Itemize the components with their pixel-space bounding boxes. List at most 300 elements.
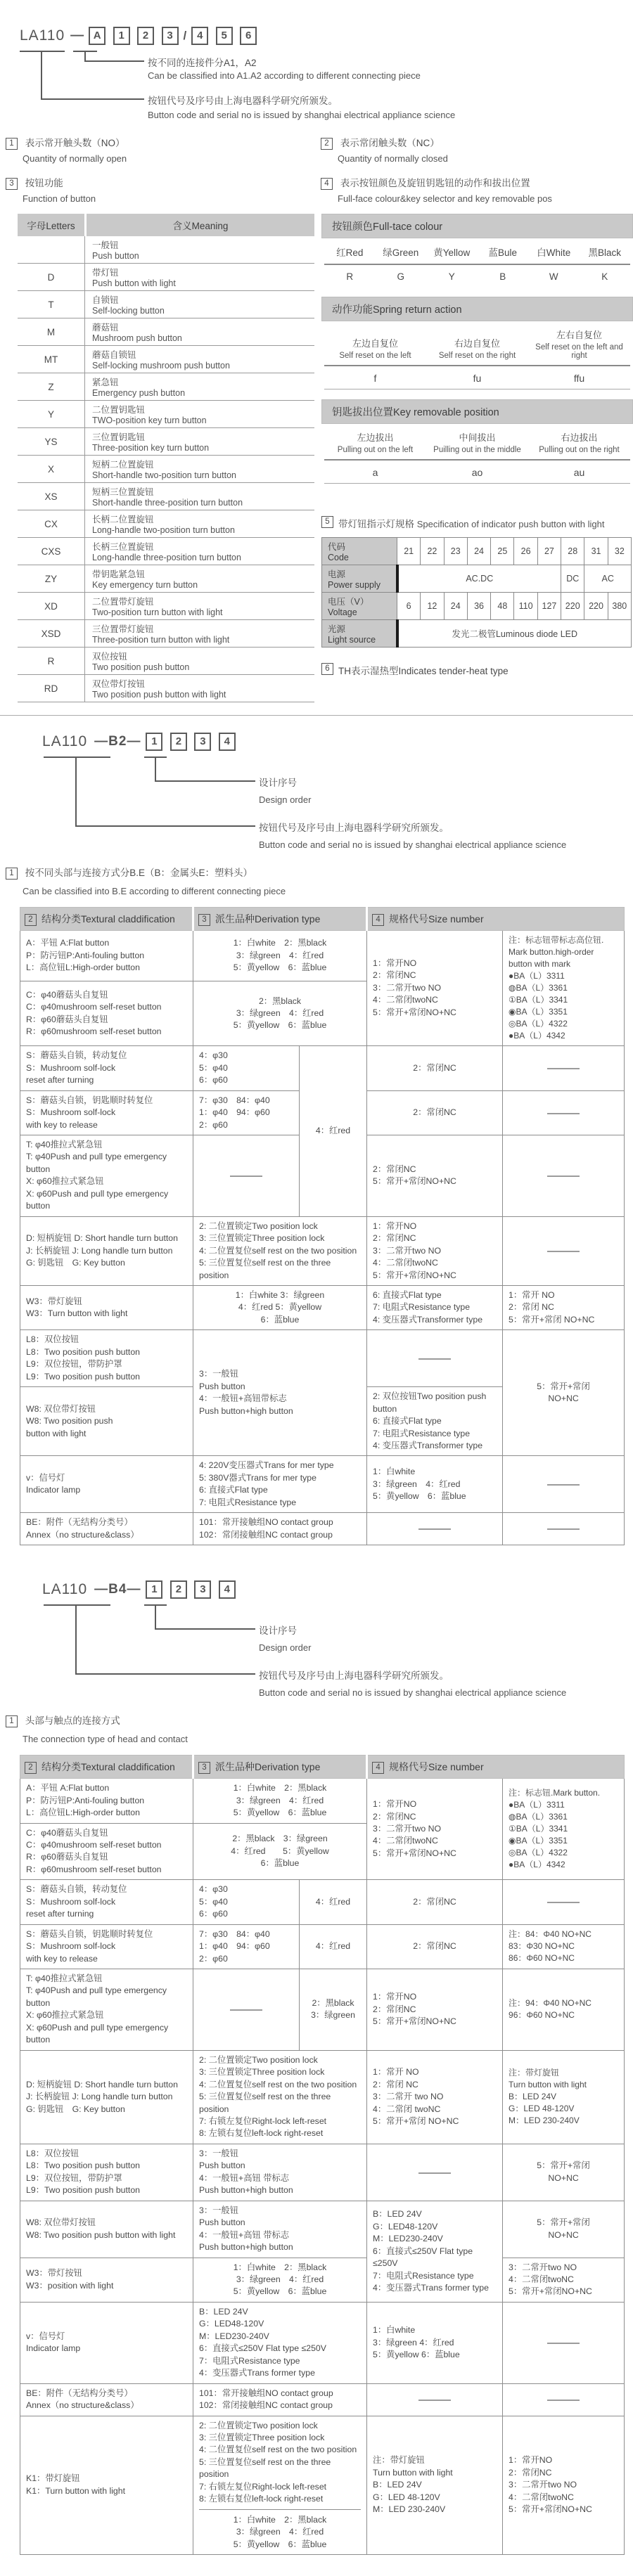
colour-cell: B: [499, 271, 506, 282]
table-row: [18, 593, 314, 620]
letter-code: [18, 236, 85, 263]
indicator-value-cell: 24: [467, 538, 490, 565]
table-row: [18, 565, 314, 593]
indicator-power-row: [322, 565, 632, 593]
indicator-value-cell: 127: [537, 593, 561, 620]
leader-drop-code: [155, 1604, 156, 1630]
colour-panel-title: 按钮颜色Full-tace colour: [321, 214, 633, 238]
table-row: [20, 2302, 625, 2383]
colour-cell: W: [549, 271, 558, 282]
indicator-value-cell: 23: [444, 538, 467, 565]
meaning-en: Push button with light: [92, 278, 176, 288]
leader-horizontal-prefix: [41, 98, 144, 100]
note-number-box: 2: [321, 138, 333, 150]
colour-cell: G: [397, 271, 404, 282]
numbered-notes: [6, 135, 633, 204]
panel-col-cn: 右边拔出: [561, 432, 598, 443]
structure-cell: v：信号灯 Indicator lamp: [20, 1456, 193, 1513]
letter-code: CX: [18, 510, 85, 537]
table-row: [18, 510, 314, 538]
divider-line: [324, 483, 630, 484]
header-derivation: 3 派生品种Derivation type: [193, 908, 367, 931]
panel-col-en: Puilling out in the middle: [433, 446, 521, 454]
note-cell: 注：94：Φ40 NO+NC 96：Φ60 NO+NC: [503, 1969, 625, 2051]
section-note-en: Can be classified into B.E according to different connecting piece: [23, 886, 286, 896]
leader-horizontal-prefix: [75, 1673, 255, 1675]
table-header-row: [20, 908, 625, 931]
structure-cell: D: 短柄旋钮 D: Short handle turn button J: 长柄旋钮 J: Long handle turn button G: 钥匙钮 G: Key button: [20, 1216, 193, 1285]
derivation-cell: 1：白white 2：黑black 3：绿green 4：红red 5：黄yellow 6：蓝blue: [193, 2258, 367, 2302]
derivation-cell: 2：黑black 3：绿green 4：红red 5：黄yellow 6：蓝blue: [193, 981, 367, 1046]
meaning-en: Three-position turn button with light: [92, 635, 230, 645]
colour-cell: R: [346, 271, 354, 282]
section-note: [6, 1713, 120, 1727]
indicator-value-cell: 31: [584, 538, 608, 565]
note-6: [321, 663, 633, 677]
code-box: 6: [240, 27, 257, 45]
model-code-diagram-3: [0, 1564, 633, 1755]
meaning-en: Two-position turn button with light: [92, 607, 223, 617]
dash-mark: [418, 1528, 451, 1530]
code-box: 4: [191, 27, 208, 45]
size-cell: 注：带灯旋钮 Turn button with light B：LED 24V G：LED 48-120V M：LED 230-240V: [367, 2416, 503, 2555]
size-cell: 2：常闭NC: [367, 1924, 503, 1969]
model-code-diagram-1: [0, 7, 633, 127]
note-cell: 注：84：Φ40 NO+NC 83：Φ30 NO+NC 86：Φ60 NO+NC: [503, 1924, 625, 1969]
meaning-cn: 带钥匙紧急钮: [92, 569, 146, 579]
section-note-cn: 头部与触点的连接方式: [25, 1715, 120, 1727]
annotation-design-en: Design order: [259, 794, 312, 805]
leader-drop-prefix: [75, 1604, 77, 1675]
table-row: [20, 2201, 625, 2258]
structure-cell: W3：带灯按钮 W3：position with light: [20, 2258, 193, 2302]
colour-cell: 黄Yellow: [433, 247, 471, 258]
indicator-value-cell: 22: [421, 538, 444, 565]
size-cell: 1：常开NO 2：常闭NC 5：常开+常闭NO+NC: [367, 1969, 503, 2051]
indicator-value-cell: 220: [561, 593, 584, 620]
meaning-cn: 短柄二位置旋钮: [92, 460, 154, 470]
panel-col-cn: 左边自复位: [352, 338, 398, 349]
panel-col-code: f: [373, 373, 377, 384]
table-row: [18, 620, 314, 648]
slash-glyph: /: [183, 29, 187, 42]
structure-cell: K1：带灯旋钮 K1：Turn button with light: [20, 2416, 193, 2555]
table-row: [18, 346, 314, 373]
size-cell: 2：常闭NC: [367, 1880, 503, 1924]
table-row: [20, 1046, 625, 1090]
empty-dash-cell: [503, 1090, 625, 1135]
code-box: 3: [162, 27, 179, 45]
annotation-connecting-cn: 按不同的连接件分A1，A2: [148, 58, 257, 68]
size-cell: 1：常开NO 2：常闭NC 3：二常开two NO 4：二常闭twoNC 5：常开+常闭NO+NC: [367, 1779, 503, 1880]
structure-cell: BE：附件（无结构分类号） Annex（no structure&class）: [20, 1513, 193, 1545]
indicator-value-cell: 36: [467, 593, 490, 620]
table-row: [18, 291, 314, 318]
meaning-en: Long-handle three-position turn button: [92, 553, 241, 562]
note-number-box: 1: [6, 1715, 18, 1727]
structure-cell: S：蘑菇头自锁，转动复位 S：Mushroom solf-lock reset after turning: [20, 1046, 193, 1090]
table-row: [18, 428, 314, 456]
meaning-cn: 自锁钮: [92, 295, 119, 305]
indicator-value-cell: 28: [561, 538, 584, 565]
dash-mark: [230, 1176, 262, 1177]
numbered-note: [6, 175, 321, 204]
code-box: 4: [219, 733, 236, 751]
dash-mark: [418, 2400, 451, 2401]
indicator-value-cell: 21: [397, 538, 421, 565]
meaning-cn: 二位置带灯旋钮: [92, 597, 154, 607]
derivation-cell: 4：φ30 5：φ40 6：φ60: [193, 1880, 300, 1924]
code-box: 3: [194, 733, 211, 751]
table-row: [20, 1216, 625, 1285]
letter-code: T: [18, 291, 85, 318]
letter-code: Z: [18, 373, 85, 400]
annotation-serial-en: Button code and serial no is issued by shanghai electrical appliance science: [259, 1687, 567, 1699]
section-note-en: The connection type of head and contact: [23, 1734, 188, 1745]
dash-mark: [547, 1251, 580, 1252]
row-label: 电压（V） Voltage: [322, 593, 397, 620]
annotation-design-cn: 设计序号: [259, 778, 297, 788]
note-text-en: Quantity of normally closed: [338, 153, 448, 164]
code-boxes-group: [143, 1580, 237, 1599]
dash-mark: [418, 2172, 451, 2174]
table-row: [20, 1285, 625, 1329]
size-cell: 6: 直接式Flat type 7: 电阻式Resistance type 4: 变压器式Transformer type: [367, 1285, 503, 1329]
empty-dash-cell: [193, 1969, 300, 2051]
contacts-cell: 5：常开+常闭 NO+NC: [503, 1330, 625, 1456]
panel-column-head: [426, 336, 528, 360]
contacts-cell: 3：二常开two NO 4：二常闭twoNC 5：常开+常闭NO+NC: [503, 2258, 625, 2302]
header-structure: 2 结构分类Textural claddification: [20, 908, 193, 931]
table-row: [18, 318, 314, 346]
spring-heads-row: [321, 321, 633, 365]
derivation-cell: 101：常开接触组NO contact group 102：常闭接触组NC contact group: [193, 1513, 367, 1545]
meaning-cn: 短柄三位置旋钮: [92, 487, 154, 497]
meaning-en: Short-handle three-position turn button: [92, 498, 243, 508]
structure-cell: W8: 双位带灯按钮 W8: Two position push button with light: [20, 1387, 193, 1456]
meaning-en: Key emergency turn button: [92, 580, 198, 590]
note-number-box: 1: [6, 138, 18, 150]
indicator-value-cell: 220: [584, 593, 608, 620]
code-box: 1: [146, 1580, 162, 1599]
letter-code: YS: [18, 428, 85, 455]
size-cell: 1：常开NO 2：常闭NC 3：二常开two NO 4：二常闭twoNC 5：常开+常闭NO+NC: [367, 931, 503, 1046]
indicator-value-cell: 26: [514, 538, 537, 565]
table-row: [18, 264, 314, 291]
structure-cell: S：蘑菇头自锁，钥匙顺时转复位 S：Mushroom solf-lock with key to release: [20, 1924, 193, 1969]
panel-col-cn: 中间拔出: [459, 432, 496, 443]
power-acdc: AC.DC: [397, 565, 561, 593]
indicator-code-row: [322, 538, 632, 565]
table-row: [20, 1969, 625, 2051]
panel-col-code: au: [573, 467, 585, 478]
table-row: [18, 401, 314, 428]
size-cell: 2：常闭NC 5：常开+常闭NO+NC: [367, 1135, 503, 1217]
empty-dash-cell: [503, 1880, 625, 1924]
leader-drop-code: [155, 756, 156, 782]
annotation-serial-cn: 按钮代号及序号由上海电器科学研究所颁发。: [148, 96, 338, 106]
meaning-en: Short-handle two-position turn button: [92, 470, 236, 480]
letter-code: MT: [18, 346, 85, 373]
empty-dash-cell: [503, 1135, 625, 1217]
note-text-en: Full-face colour&key selector and key removable pos: [338, 193, 552, 204]
note5-en: Specification of indicator push button with light: [416, 519, 605, 529]
empty-dash-cell: [193, 1135, 300, 1217]
colour-cell: 绿Green: [383, 247, 419, 258]
derivation-cell: 2: 二位置锁定Two position lock 3: 三位置锁定Three position lock 4: 二位置复位self rest on the two position 5: 三位置复位self rest on the three position 7: 右锁左复位Right-lock left-reset 8: 左锁右复位left-lock right-reset: [193, 2050, 367, 2144]
indicator-voltage-row: [322, 593, 632, 620]
note-text-cn: 按钮功能: [25, 178, 63, 188]
annotation-serial-cn: 按钮代号及序号由上海电器科学研究所颁发。: [259, 823, 449, 833]
meaning-cn: 三位置带灯旋钮: [92, 624, 154, 634]
header-structure: 2 结构分类Textural claddification: [20, 1756, 193, 1779]
table-row: [20, 1779, 625, 1823]
meaning-en: Self-locking button: [92, 306, 165, 316]
letter-code: XS: [18, 483, 85, 510]
meaning-en: Emergency push button: [92, 388, 186, 398]
colour-codes-row: [321, 265, 633, 287]
size-cell: 2: 双位按钮Two position push button 6: 直接式Flat type 7: 电阻式Resistance type 4: 变压器式Transformer type: [367, 1387, 503, 1456]
indicator-value-cell: 27: [537, 538, 561, 565]
size-cell: 2：常闭NC: [367, 1090, 503, 1135]
leader-underline-prefix: [44, 756, 110, 758]
note-text-cn: 表示按钮颜色及旋钮钥匙钮的动作和拔出位置: [340, 178, 530, 188]
annotation-design-en: Design order: [259, 1642, 312, 1654]
key-position-panel: [321, 399, 633, 484]
derivation-cell: 4：φ30 5：φ40 6：φ60: [193, 1046, 300, 1090]
leader-underline-prefix: [44, 1604, 110, 1606]
structure-cell: BE：附件（无结构分类号） Annex（no structure&class）: [20, 2383, 193, 2416]
panel-col-code: ao: [471, 467, 483, 478]
structure-cell: v：信号灯 Indicator lamp: [20, 2302, 193, 2383]
right-column: [321, 214, 633, 702]
colour-cell: 白White: [537, 247, 571, 258]
header-size: 4 规格代号Size number: [367, 1756, 625, 1779]
derivation-cell: B：LED 24V G：LED48-120V M：LED230-240V 6：直接式≤250V Flat type ≤250V 7：电阻式Resistance type 4：变压器式Trans former type: [193, 2302, 367, 2383]
meaning-cn: 双位按钮: [92, 652, 128, 662]
panel-col-code: a: [372, 467, 378, 478]
table-row: [18, 483, 314, 510]
key-codes-row: [321, 461, 633, 483]
power-ac: AC: [584, 565, 632, 593]
meaning-cn: 长柄三位置旋钮: [92, 542, 154, 552]
numbered-note: [6, 135, 321, 164]
size-cell: 1：白white 3：绿green 4：红red 5：黄yellow 6：蓝blue: [367, 2302, 503, 2383]
meaning-cn: 蘑菇钮: [92, 323, 119, 333]
numbered-note: [321, 135, 633, 164]
note-number-box: 4: [321, 178, 333, 190]
code-boxes-group: [143, 733, 237, 751]
table-row: [20, 2258, 625, 2302]
leader-drop-prefix: [41, 51, 42, 100]
leader-horizontal-code: [155, 780, 255, 782]
letter-code: XSD: [18, 620, 85, 647]
indicator-value-cell: 25: [491, 538, 514, 565]
colour-cell: 黑Black: [588, 247, 621, 258]
structure-cell: L8：双位按钮 L8：Two position push button L9：双位按钮，带防护罩 L9：Two position push button: [20, 1330, 193, 1387]
table-row: [20, 2383, 625, 2416]
table-row: [18, 538, 314, 565]
structure-cell: A：平钮 A:Flat button P：防污钮P:Anti-fouling button L：高位钮L:High-order button: [20, 1779, 193, 1823]
meaning-en: Two position push button with light: [92, 690, 226, 700]
meaning-en: Self-locking mushroom push button: [92, 361, 230, 371]
section-note: [6, 865, 252, 880]
table-row: [20, 2050, 625, 2144]
model-series-code: —B2—: [94, 734, 141, 749]
note-text-cn: 表示常开触头数（NO）: [25, 138, 125, 148]
structure-cell: S：蘑菇头自锁，转动复位 S：Mushroom solf-lock reset after turning: [20, 1880, 193, 1924]
structure-cell: S：蘑菇头自锁，钥匙顺时转复位 S：Mushroom solf-lock with key to release: [20, 1090, 193, 1135]
contacts-cell: 5：常开+常闭 NO+NC: [503, 2144, 625, 2201]
size-cell: B：LED 24V G：LED48-120V M：LED230-240V 6：直接式≤250V Flat type ≤250V 7：电阻式Resistance type 4：变压器式Trans former type: [367, 2201, 503, 2302]
letters-table: [18, 214, 314, 702]
table-row: [20, 1924, 625, 1969]
leader-horizontal-abox: [84, 60, 144, 62]
code-box: 4: [219, 1580, 236, 1599]
note-text-en: Quantity of normally open: [23, 153, 127, 164]
derivation-colour-cell: 4：红red: [300, 1046, 367, 1216]
panel-col-en: Self reset on the left and right: [535, 343, 623, 360]
indicator-lamp-table: [321, 537, 632, 648]
row-label: 电源 Power supply: [322, 565, 397, 593]
indicator-value-cell: 32: [608, 538, 631, 565]
annotation-design-cn: 设计序号: [259, 1625, 297, 1637]
derivation-cell: 7：φ30 84：φ40 1：φ40 94：φ60 2：φ60: [193, 1090, 300, 1135]
leader-underline-prefix: [20, 51, 65, 52]
note-text-en: Function of button: [23, 193, 96, 204]
light-source-value: 发光二极管Luminous diode LED: [397, 620, 632, 648]
panel-col-en: Pulling out on the right: [539, 446, 620, 454]
meaning-col-header: 含义Meaning: [87, 214, 314, 236]
dash-mark: [418, 1358, 451, 1360]
size-cell: 1：常开 NO 2：常闭 NC 3：二常开 two NO 4：二常闭 twoNC 5：常开+常闭 NO+NC: [367, 2050, 503, 2144]
table-row: [20, 2416, 625, 2555]
size-cell: 2：常闭NC: [367, 1046, 503, 1090]
note-cell: 注：标志钮带标志高位钮. Mark button.high-order button with mark ●BA（L）3311 ◍BA（L）3361 ①BA（L）3341 ◉BA（L）3351 ◎BA（L）4322 ●BA（L）4342: [503, 931, 625, 1046]
letter-code: CXS: [18, 538, 85, 565]
section-note-cn: 按不同头部与连接方式分B.E（B：金属头E：塑料头）: [25, 868, 253, 878]
model-series-code: —B4—: [94, 1582, 141, 1597]
letter-code: XD: [18, 593, 85, 619]
meaning-cn: 二位置钥匙钮: [92, 405, 146, 415]
empty-dash-cell: [367, 2383, 503, 2416]
dash-mark: [230, 2009, 262, 2011]
dash-mark: [547, 2400, 580, 2401]
letter-code: X: [18, 456, 85, 482]
structure-cell: C：φ40蘑菇头自复钮 C：φ40mushroom self-reset button R：φ60蘑菇头自复钮 R：φ60mushroom self-reset button: [20, 1823, 193, 1880]
numbered-note: [321, 175, 633, 204]
leader-drop-prefix: [75, 756, 77, 827]
model-prefix: LA110: [42, 733, 88, 749]
derivation-cell: 101：常开接触组NO contact group 102：常闭接触组NC contact group: [193, 2383, 367, 2416]
meaning-cn: 三位置钥匙钮: [92, 432, 146, 442]
key-heads-row: [321, 424, 633, 459]
note-number-box: 1: [6, 868, 18, 880]
panel-col-cn: 右边自复位: [454, 338, 500, 349]
table-row: [20, 1513, 625, 1545]
empty-dash-cell: [503, 2302, 625, 2383]
colour-cell: Y: [448, 271, 455, 282]
indicator-value-cell: 12: [421, 593, 444, 620]
empty-dash-cell: [503, 1046, 625, 1090]
structure-cell: W3：带灯旋钮 W3：Turn button with light: [20, 1285, 193, 1329]
derivation-cell: 2: 二位置锁定Two position lock 3: 三位置锁定Three position lock 4: 二位置复位self rest on the two position 5: 三位置复位self rest on the three position: [193, 1216, 367, 1285]
code-boxes-group-b: [189, 27, 259, 45]
dash-glyph: —: [70, 28, 84, 43]
indicator-lightsource-row: [322, 620, 632, 648]
contacts-cell: 1：常开 NO 2：常闭 NC 5：常开+常闭 NO+NC: [503, 1285, 625, 1329]
structure-cell: W8: 双位带灯按钮 W8: Two position push button with light: [20, 2201, 193, 2258]
size-cell: 1：常开NO 2：常闭NC 3：二常开two NO 4：二常闭twoNC 5：常开+常闭NO+NC: [367, 1216, 503, 1285]
derivation-cell: 3：一般钮 Push button 4：一般钮+高钮 带标志 Push button+high button: [193, 2201, 367, 2258]
note-number-box: 6: [321, 663, 333, 675]
meaning-cn: 长柄二位置旋钮: [92, 515, 154, 524]
indicator-value-cell: 380: [608, 593, 631, 620]
colour-cell: K: [601, 271, 608, 282]
note-number-box: 5: [321, 516, 333, 528]
derivation-cell: 3：一般钮 Push button 4：一般钮+高钮 带标志 Push button+high button: [193, 2144, 367, 2201]
note6-text: TH表示湿热型Indicates tender-heat type: [338, 666, 509, 676]
empty-dash-cell: [503, 1456, 625, 1513]
panel-column-head: [324, 336, 426, 360]
spring-return-panel: [321, 297, 633, 389]
code-box: A: [89, 27, 106, 45]
table-row: [18, 675, 314, 702]
dash-mark: [547, 1902, 580, 1903]
spring-panel-title: 动作功能Spring return action: [321, 297, 633, 321]
derivation-stacked-cell: [193, 2416, 367, 2555]
note-cell: 注：标志钮.Mark button. ●BA（L）3311 ◍BA（L）3361 ①BA（L）3341 ◉BA（L）3351 ◎BA（L）4322 ●BA（L）4342: [503, 1779, 625, 1880]
meaning-en: Mushroom push button: [92, 333, 182, 343]
indicator-value-cell: 6: [397, 593, 421, 620]
meaning-cn: 蘑菇自锁钮: [92, 350, 136, 360]
table-row: [18, 236, 314, 264]
size-cell: 1：白white 3：绿green 4：红red 5：黄yellow 6：蓝blue: [367, 1456, 503, 1513]
empty-dash-cell: [503, 2383, 625, 2416]
header-size: 4 规格代号Size number: [367, 908, 625, 931]
meaning-en: Push button: [92, 251, 139, 261]
panel-col-cn: 左边拔出: [357, 432, 394, 443]
derivation-cell: 3：一般钮 Push button 4：一般钮+高钮带标志 Push button+high button: [193, 1330, 367, 1456]
derivation-cell: 2：黑black 3：绿green 4：红red 5：黄yellow 6：蓝blue: [193, 1823, 367, 1880]
panel-col-en: Self reset on the left: [339, 352, 411, 360]
derivation-colour-list: 1：白white 2：黑black 3：绿green 4：红red 5：黄yellow 6：蓝blue: [199, 2509, 361, 2551]
table-row: [20, 1456, 625, 1513]
meaning-cn: 一般钮: [92, 240, 119, 250]
letter-code: D: [18, 264, 85, 290]
table-row: [18, 648, 314, 675]
contacts-cell: 5：常开+常闭 NO+NC: [503, 2201, 625, 2258]
empty-dash-cell: [367, 1513, 503, 1545]
note5-cn: 带灯钮指示灯规格: [338, 519, 414, 529]
dash-mark: [547, 1528, 580, 1530]
empty-dash-cell: [367, 1330, 503, 1387]
row-label: 光源 Light source: [322, 620, 397, 648]
letter-code: M: [18, 318, 85, 345]
model-prefix: LA110: [42, 1581, 88, 1598]
model-prefix: LA110: [20, 27, 65, 44]
panel-col-en: Self reset on the right: [438, 352, 516, 360]
dash-mark: [547, 1113, 580, 1114]
letters-table-body: [18, 236, 314, 702]
panel-col-en: Pulling out on the left: [337, 446, 414, 454]
panel-column-head: [528, 328, 630, 360]
table-row: [18, 373, 314, 401]
empty-dash-cell: [503, 1513, 625, 1545]
empty-dash-cell: [367, 2144, 503, 2201]
derivation-cell: 1：白white 3：绿green 4：红red 5：黄yellow 6：蓝blue: [193, 1285, 367, 1329]
model-code-diagram-2: [0, 716, 633, 907]
